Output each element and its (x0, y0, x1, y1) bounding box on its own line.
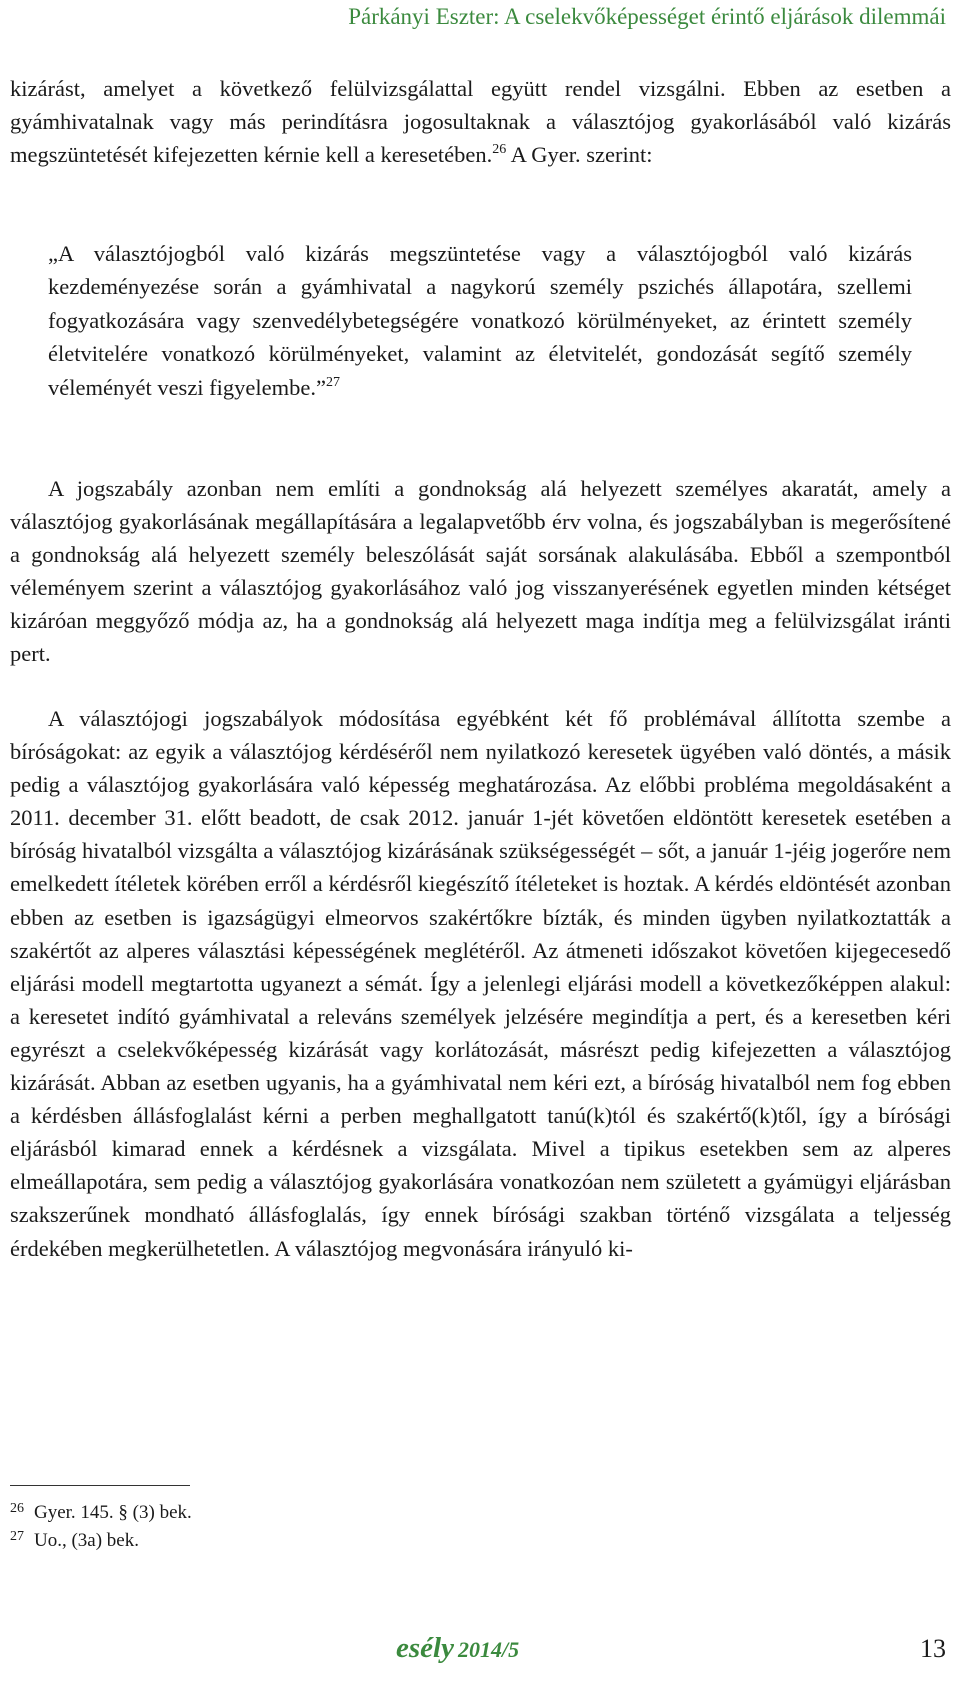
block-quote-text: „A választójogból való kizárás megszüntetése vagy a választójogból való kizárás kezdeményezése során a gyámhivatal a nagykorú személy pszichés állapotára, szellemi fogyatkozására vagy szenvedélybetegségére vonatkozó körülményeket, az érintett személy életvitelére vonatkozó körülményeket, valamint az életvitelét, gondozását segítő személy véleményét veszi figyelembe.” (48, 241, 912, 400)
block-quote (48, 237, 912, 404)
paragraph-1 (10, 72, 951, 171)
footnote-text: Gyer. 145. § (3) bek. (34, 1502, 192, 1523)
paragraph-2: A jogszabály azonban nem említi a gondnokság alá helyezett személyes akaratát, amely a választójog gyakorlásának megállapítására a legalapvetőbb érv volna, és jogszabályban is megerősítené a gondnokság alá helyezett személy beleszólását saját sorsának alakulásába. Ebből a szempontból véleményem szerint a választójog gyakorlásához való jog visszanyerésének egyetlen minden kétséget kizáróan meggyőző módja az, ha a gondnokság alá helyezett maga indítja meg a felülvizsgálat iránti pert. (10, 476, 951, 667)
page-number: 13 (920, 1634, 946, 1663)
journal-issue: 2014/5 (457, 1637, 520, 1662)
footnote-number: 27 (10, 1529, 24, 1544)
journal-brand (396, 1632, 519, 1665)
footnote-text: Uo., (3a) bek. (34, 1530, 139, 1551)
journal-name: esély (396, 1632, 454, 1664)
running-header-title: Párkányi Eszter: A cselekvőképességet érintő eljárások dilemmái (348, 4, 946, 29)
paragraph-3: A választójogi jogszabályok módosítása egyébként két fő problémával állította szembe a bíróságokat: az egyik a választójog kérdéséről nem nyilatkozó keresetek ügyében való döntés, a másik pedig a választójog gyakorlására való képesség meghatározása. Az előbbi probléma megoldásaként a 2011. december 31. előtt beadott, de csak 2012. január 1-jét követően eldöntött keresetek esetében a bíróság hivatalból vizsgálta a választójog kizárásának szükségességét – sőt, a január 1-jéig jogerőre nem emelkedett ítéletek körében erről a kérdésről kiegészítő ítéleteket is hoztak. A kérdés eldöntését azonban ebben az esetben is igazságügyi elmeorvos szakértőkre bízták, és minden ügyben nyilatkoztatták a szakértőt az alperes választási képességének meglétéről. Az átmeneti időszakot követően kijegecesedő eljárási modell megtartotta ugyanezt a sémát. Így a jelenlegi eljárási modell a következőképpen alakul: a keresetet indító gyámhivatal a releváns személyek jelzésére megindítja a pert, és a keresetben kéri egyrészt a cselekvőképesség kizárását vagy korlátozását, másrészt pedig kifejezetten a választójog kizárását. Abban az esetben ugyanis, ha a gyámhivatal nem kéri ezt, a bíróság hivatalból nem fog ebben a kérdésben állásfoglalást kérni a perben meghallgatott tanú(k)tól és szakértő(k)től, így a bírósági eljárásból kimarad ennek a kérdésnek a vizsgálata. Mivel a tipikus esetekben sem az alperes elmeállapotára, sem pedig a választójog gyakorlására vonatkozóan nem született a gyámügyi eljárásban szakszerűnek mondható állásfoglalás, így ennek bírósági szakban történő vizsgálata a teljesség érdekében megkerülhetetlen. A választójog megvonására irányuló ki- (10, 706, 951, 1261)
footnote-ref-26: 26 (492, 142, 507, 158)
footnotes (10, 1500, 610, 1556)
footnote-item (10, 1500, 610, 1528)
paragraph-1-tail: A Gyer. szerint: (506, 142, 653, 168)
footnote-ref-27: 27 (326, 374, 340, 390)
footnote-item (10, 1528, 610, 1556)
footnote-divider (10, 1485, 190, 1486)
footnote-number: 26 (10, 1501, 24, 1516)
paragraph-1-text: kizárást, amelyet a következő felülvizsgálattal együtt rendel vizsgálni. Ebben az esetben a gyámhivatalnak vagy más perindításra jogosultaknak a választójog gyakorlásából való kizárás megszüntetését kifejezetten kérnie kell a keresetében. (10, 76, 951, 168)
